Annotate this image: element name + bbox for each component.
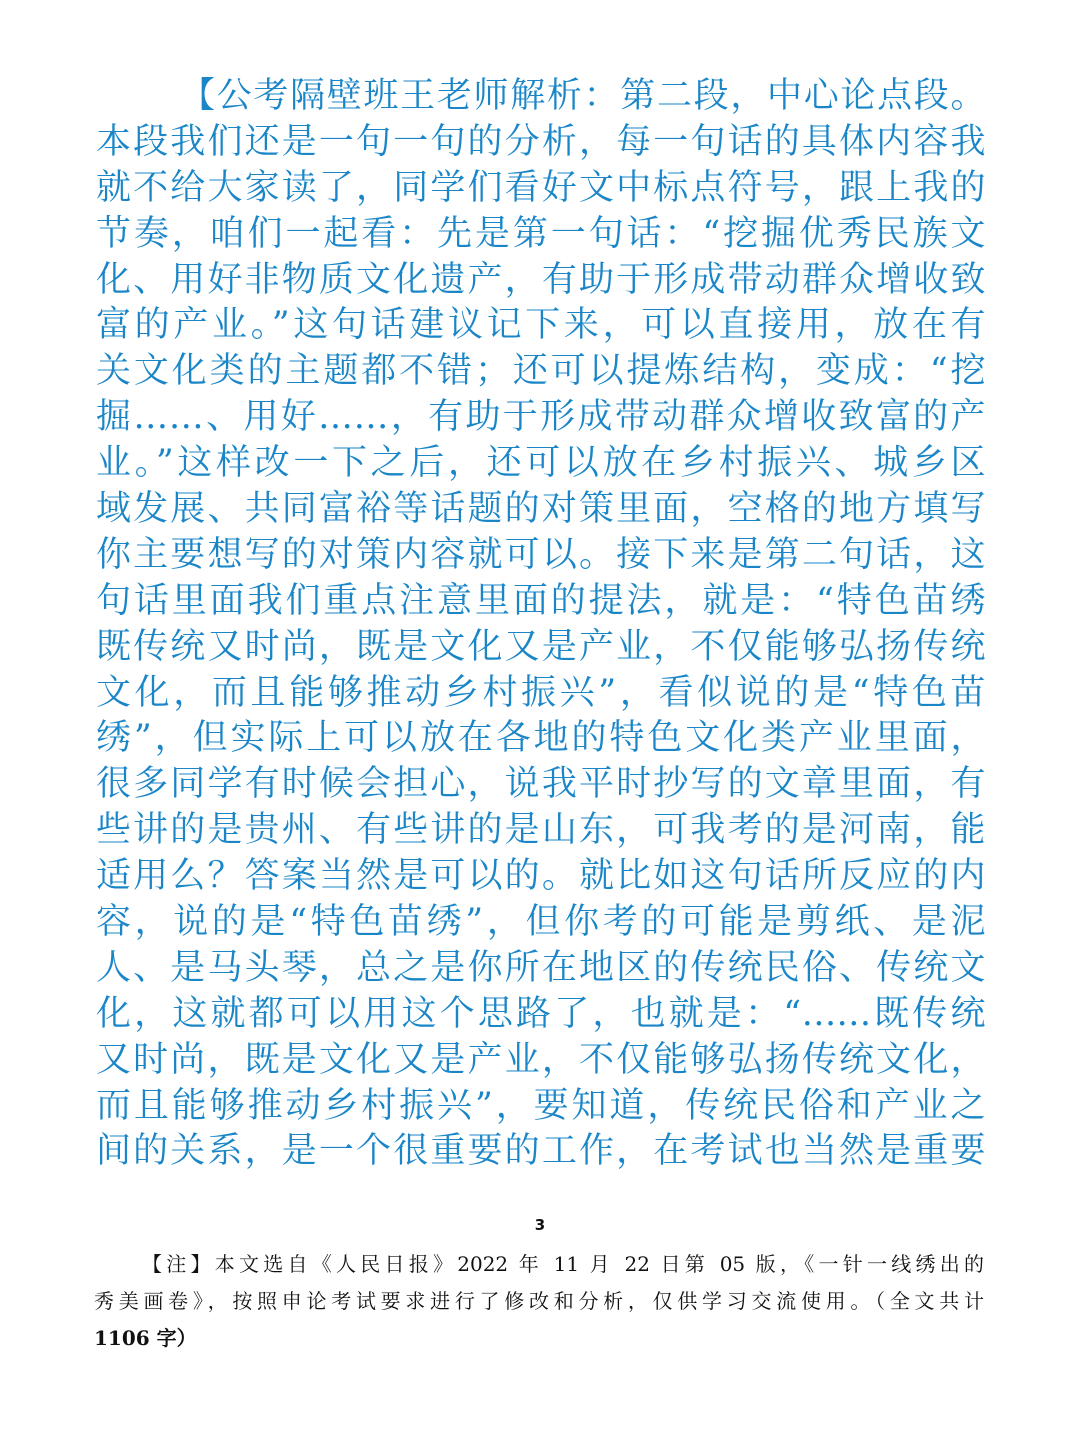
analysis-line: 适用么？答案当然是可以的。就比如这句话所反应的内: [96, 856, 986, 897]
analysis-line: 就不给大家读了，同学们看好文中标点符号，跟上我的: [96, 167, 986, 208]
analysis-line: 本段我们还是一句一句的分析，每一句话的具体内容我: [96, 121, 986, 162]
note-line: 【注】本文选自《人民日报》2022 年 11 月 22 日第 05 版，《一针一线绣出的: [142, 1252, 984, 1276]
analysis-line: 你主要想写的对策内容就可以。接下来是第二句话，这: [96, 534, 986, 575]
analysis-line: 化、用好非物质文化遗产，有助于形成带动群众增收致: [96, 259, 986, 300]
analysis-line: 业。”这样改一下之后，还可以放在乡村振兴、城乡区: [96, 443, 986, 484]
analysis-line: 既传统又时尚，既是文化又是产业，不仅能够弘扬传统: [96, 626, 986, 667]
page-number: 3: [534, 1216, 546, 1234]
analysis-line: 化，这就都可以用这个思路了，也就是：“......既传统: [96, 993, 986, 1034]
source-note: [94, 1246, 984, 1357]
analysis-line: 绣”，但实际上可以放在各地的特色文化类产业里面，: [96, 718, 986, 759]
analysis-line: 域发展、共同富裕等话题的对策里面，空格的地方填写: [96, 489, 986, 530]
analysis-line: 文化，而且能够推动乡村振兴”，看似说的是“特色苗: [96, 672, 986, 713]
analysis-line: 很多同学有时候会担心，说我平时抄写的文章里面，有: [96, 764, 986, 805]
analysis-line: 句话里面我们重点注意里面的提法，就是：“特色苗绣: [96, 580, 986, 621]
note-line: 1106 字）: [94, 1326, 197, 1350]
analysis-line: 又时尚，既是文化又是产业，不仅能够弘扬传统文化，: [96, 1039, 986, 1080]
analysis-line: 容，说的是“特色苗绣”，但你考的可能是剪纸、是泥: [96, 902, 986, 943]
analysis-line: 人、是马头琴，总之是你所在地区的传统民俗、传统文: [96, 947, 986, 988]
analysis-paragraph: [96, 74, 986, 1175]
note-line: 秀美画卷》，按照申论考试要求进行了修改和分析，仅供学习交流使用。（全文共计: [94, 1289, 984, 1313]
analysis-line: 节奏，咱们一起看：先是第一句话：“挖掘优秀民族文: [96, 213, 986, 254]
analysis-line: 些讲的是贵州、有些讲的是山东，可我考的是河南，能: [96, 810, 986, 851]
analysis-line: 而且能够推动乡村振兴”，要知道，传统民俗和产业之: [96, 1085, 986, 1126]
analysis-line: 【公考隔壁班王老师解析：第二段，中心论点段。: [180, 76, 986, 116]
analysis-line: 富的产业。”这句话建议记下来，可以直接用，放在有: [96, 305, 986, 346]
analysis-line: 掘……、用好……，有助于形成带动群众增收致富的产: [96, 397, 986, 438]
analysis-line: 间的关系，是一个很重要的工作，在考试也当然是重要: [96, 1131, 986, 1172]
analysis-line: 关文化类的主题都不错；还可以提炼结构，变成：“挖: [96, 351, 986, 392]
